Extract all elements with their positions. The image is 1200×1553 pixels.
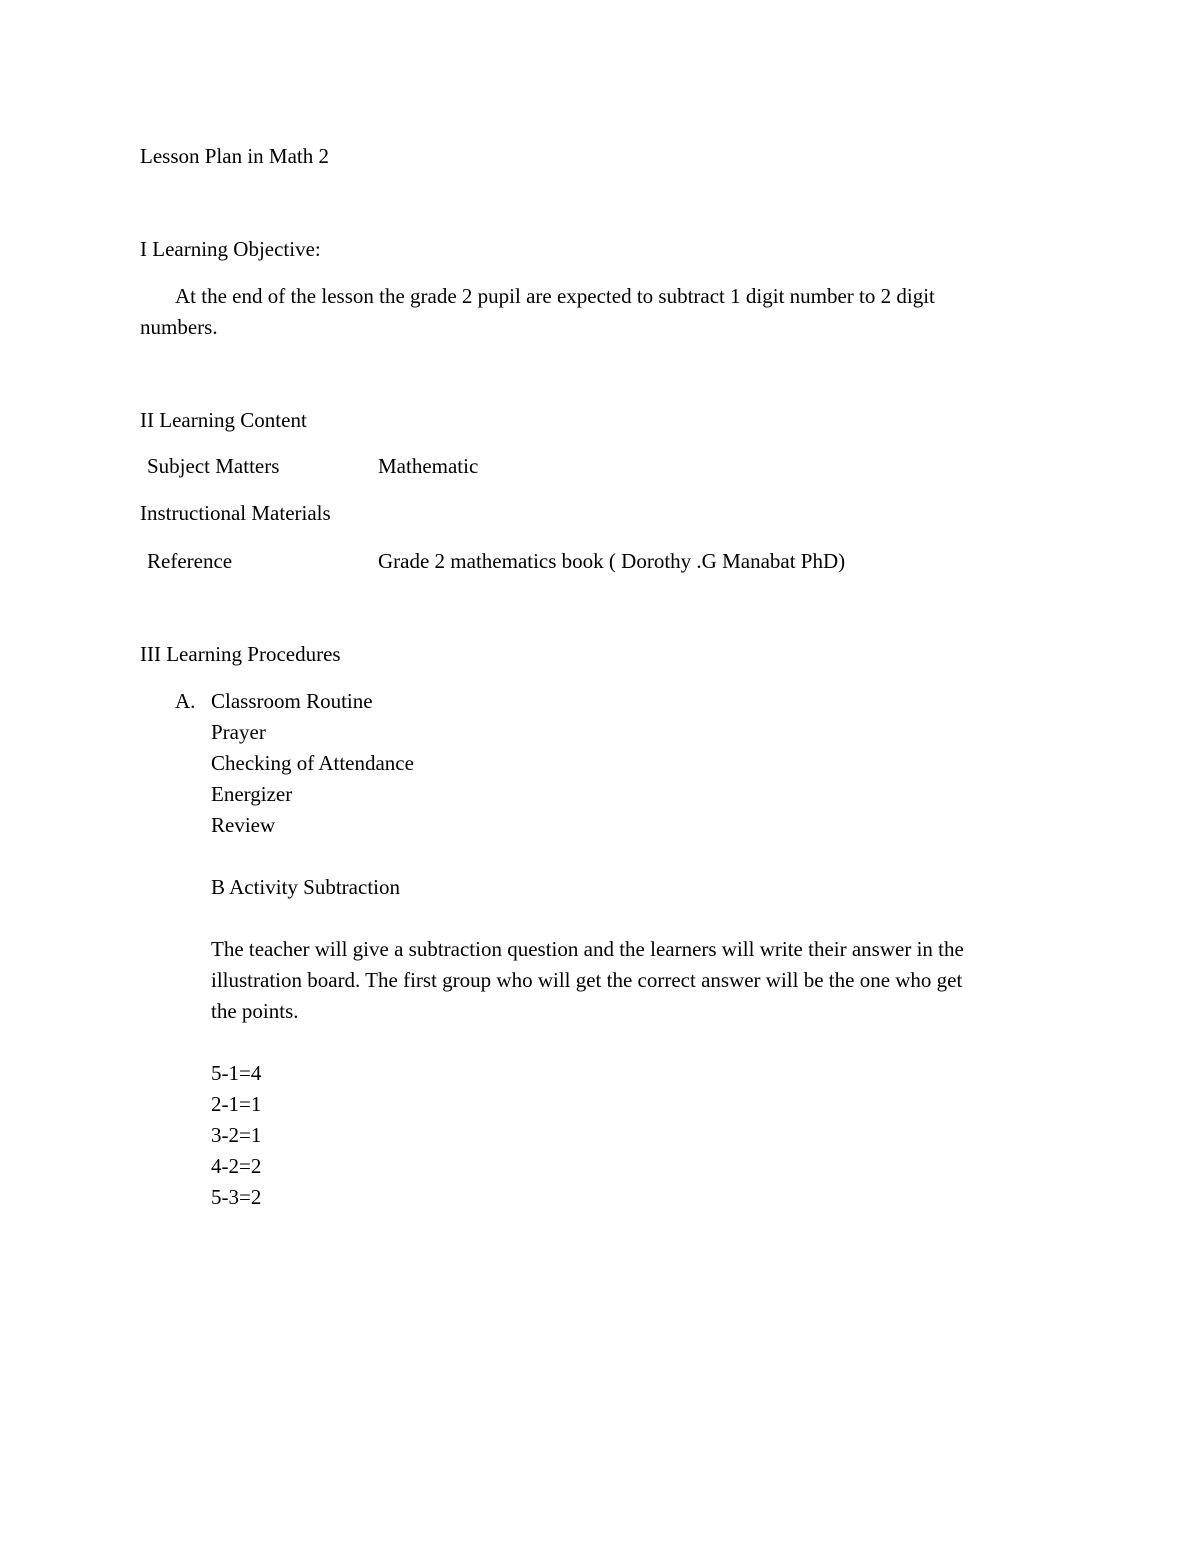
reference-label: Reference [147, 549, 233, 573]
list-item: Review [211, 813, 276, 837]
activity-title: B Activity Subtraction [211, 875, 400, 899]
procedures-heading: III Learning Procedures [140, 642, 341, 666]
list-item: Prayer [211, 720, 266, 744]
subject-matters-label: Subject Matters [147, 454, 280, 478]
list-marker-a: A. [175, 689, 196, 713]
objective-heading: I Learning Objective: [140, 237, 321, 261]
activity-paragraph-line-1: The teacher will give a subtraction question and the learners will write their answer in the [211, 937, 964, 961]
subject-matters-value: Mathematic [378, 454, 479, 478]
equation: 5-1=4 [211, 1061, 262, 1085]
reference-value: Grade 2 mathematics book ( Dorothy .G Manabat PhD) [378, 549, 846, 573]
document-title: Lesson Plan in Math 2 [140, 144, 329, 168]
equation: 2-1=1 [211, 1092, 262, 1116]
list-item: Checking of Attendance [211, 751, 414, 775]
objective-text-line-2: numbers. [140, 315, 218, 339]
equation: 3-2=1 [211, 1123, 262, 1147]
objective-text-line-1: At the end of the lesson the grade 2 pupil are expected to subtract 1 digit number to 2 digit [175, 284, 935, 308]
equation: 4-2=2 [211, 1154, 262, 1178]
classroom-routine-title: Classroom Routine [211, 689, 373, 713]
equation: 5-3=2 [211, 1185, 262, 1209]
activity-paragraph-line-2: illustration board. The first group who will get the correct answer will be the one who get [211, 968, 963, 992]
list-item: Energizer [211, 782, 293, 806]
instructional-materials-label: Instructional Materials [140, 501, 331, 525]
content-heading: II Learning Content [140, 408, 307, 432]
activity-paragraph-line-3: the points. [211, 999, 299, 1023]
